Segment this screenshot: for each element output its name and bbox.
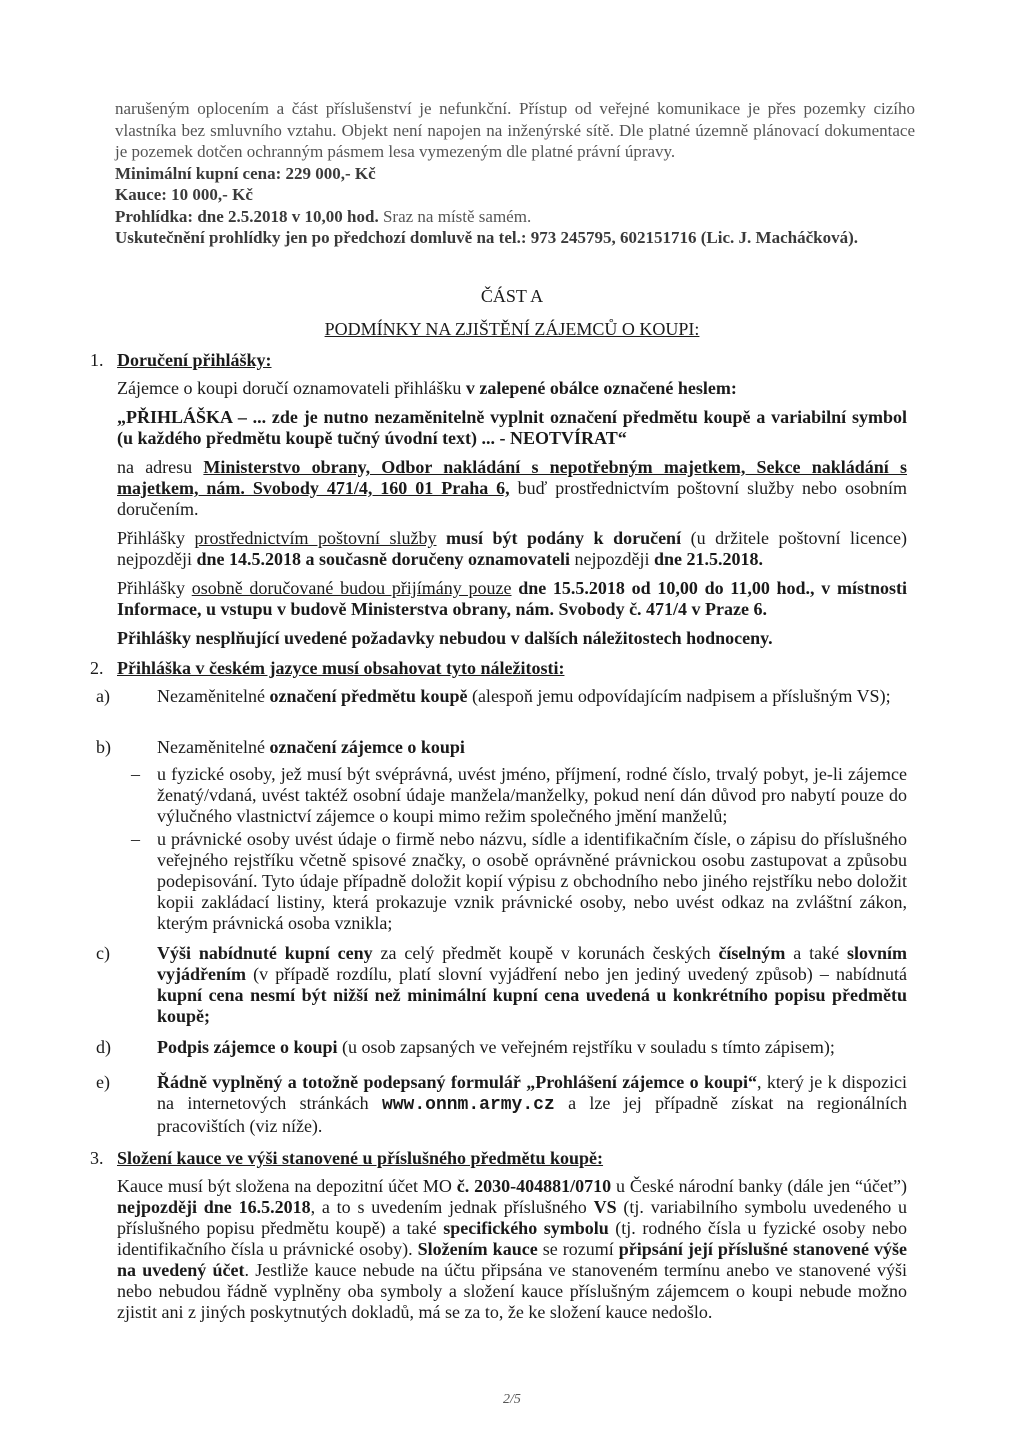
a-text-3: (alespoň jemu odpovídajícím nadpisem a příslušným VS); <box>467 686 891 706</box>
s1-paragraph-3 <box>117 457 907 520</box>
item-d-text <box>157 1037 907 1058</box>
s3-t12: připsání její příslušné stanovené výše na uvedený účet <box>117 1239 907 1280</box>
intro-paragraph: narušeným oplocením a část příslušenství je nefunkční. Přístup od veřejné komunikace je přes pozemky cizího vlastníka bez smluvního vztahu. Objekt není napojen na inženýrské sítě. Dle platné územně plánovací dokumentace je pozemek dotčen ochranným pásmem lesa vymezeným dle platné právní úpravy. <box>115 99 915 161</box>
item-a-text <box>157 686 907 707</box>
s1-p5-c: dne 15.5.2018 od 10,00 do 11,00 hod., v místnosti Informace, u vstupu v budově Ministerstva obrany, nám. Svobody č. 471/4 v Praze 6. <box>117 578 907 619</box>
section-3-title: Složení kauce ve výši stanovené u příslušného předmětu koupě: <box>117 1148 604 1168</box>
section-1-body <box>117 378 907 649</box>
c-text-7: kupní cena nesmí být nižší než minimální kupní cena uvedená u konkrétního popisu předmětu koupě; <box>157 985 907 1026</box>
c-text-2: za celý předmět koupě v korunách českých <box>372 943 719 963</box>
s1-p1-bold: v zalepené obálce označené heslem: <box>465 378 737 398</box>
s1-paragraph-2 <box>117 407 907 449</box>
intro-block <box>115 98 915 249</box>
section-2-number: 2. <box>90 658 104 678</box>
dash-2: – <box>131 829 140 849</box>
s1-paragraph-4 <box>117 528 907 570</box>
e-text-2: , který je k dispozici na internetových stránkách <box>157 1072 907 1113</box>
viewing-place: Sraz na místě samém. <box>378 206 532 226</box>
item-e-text <box>157 1072 907 1137</box>
b-text-2: označení zájemce o koupi <box>269 737 465 757</box>
s1-p6-bold: Přihlášky nesplňující uvedené požadavky nebudou v dalších náležitostech hodnoceny. <box>117 628 773 648</box>
section-3-number: 3. <box>90 1148 104 1168</box>
item-b-text <box>157 737 907 758</box>
part-subtitle: PODMÍNKY NA ZJIŠTĚNÍ ZÁJEMCŮ O KOUPI: <box>324 319 700 339</box>
d-text-1: Podpis zájemce o koupi <box>157 1037 338 1057</box>
s3-t11: se rozumí <box>537 1239 619 1259</box>
s1-paragraph-1 <box>117 378 907 399</box>
s3-t1: Kauce musí být složena na depozitní účet MO <box>117 1176 457 1196</box>
c-text-5: slovním vyjádřením <box>157 943 908 984</box>
item-a-label: a) <box>96 686 110 706</box>
b-dash-2-para: u právnické osoby uvést údaje o firmě nebo názvu, sídle a identifikačním čísle, o zápisu do příslušného veřejného rejstříku včetně spisové značky, o osobě oprávněné právnickou osobu zastupovat a způsobu podepisování. Tyto údaje případně doložit kopií výpisu z obchodního nebo jiného rejstříku nebo doložit kopii zakládací listiny, která prokazuje vznik právnické osoby, nebo uvést odkaz na zvláštní zákon, kterým právnická osoba vznikla; <box>157 829 907 933</box>
s3-vs: VS <box>593 1197 617 1217</box>
viewing-contact: Uskutečnění prohlídky jen po předchozí domluvě na tel.: 973 245795, 602151716 (Lic. J. Macháčková). <box>115 228 858 247</box>
c-text-4: a také <box>785 943 847 963</box>
a-text-1: Nezaměnitelné <box>157 686 270 706</box>
s3-t7: (tj. variabilního symbolu uvedeného u příslušného popisu předmětu koupě) a také <box>117 1197 908 1238</box>
section-1-number: 1. <box>90 350 104 370</box>
deposit-amount: Kauce: 10 000,- Kč <box>115 185 253 204</box>
s1-paragraph-6 <box>117 628 907 649</box>
item-b-label: b) <box>96 737 111 757</box>
dash-1: – <box>131 764 140 784</box>
item-d-label: d) <box>96 1037 111 1057</box>
c-text-6: (v případě rozdílu, platí slovní vyjádření nebo jen jediný uvedený způsob) – nabídnutá <box>246 964 907 984</box>
section-2-title: Přihláška v českém jazyce musí obsahovat tyto náležitosti: <box>117 658 565 678</box>
part-title: ČÁST A <box>480 286 544 306</box>
s3-deadline: nejpozději dne 16.5.2018 <box>117 1197 311 1217</box>
c-text-1: Výši nabídnuté kupní ceny <box>157 943 373 963</box>
section-1-title: Doručení přihlášky: <box>117 350 272 370</box>
s1-p4-c: musí být podány k doručení <box>436 528 682 548</box>
s3-account: č. 2030-404881/0710 <box>456 1176 612 1196</box>
viewing-line <box>115 206 915 228</box>
viewing-date: Prohlídka: dne 2.5.2018 v 10,00 hod. <box>115 206 379 226</box>
s1-p4-g: dne 21.5.2018. <box>653 549 763 569</box>
s1-p5-a: Přihlášky <box>117 578 192 598</box>
s1-paragraph-5 <box>117 578 907 620</box>
item-c-label: c) <box>96 943 110 963</box>
e-text-4: a lze jej případně získat na regionálních pracovištích (viz níže). <box>157 1093 908 1136</box>
b-dash-1-para: u fyzické osoby, jež musí být svéprávná, uvést jméno, příjmení, rodné číslo, trvalý pobyt, je-li zájemce ženatý/vdaná, uvést taktéž osobní údaje manžela/manželky, pokud není dán důvod pro nabytí pouze do výlučného vlastnictví zájemce o koupi mimo režim společného jmění manželů; <box>157 764 907 826</box>
item-c-text <box>157 943 907 1027</box>
s1-p4-b: prostřednictvím poštovní služby <box>194 528 437 548</box>
section-3-body <box>117 1176 907 1323</box>
b-dash-1-text <box>157 764 907 827</box>
s1-p4-e: dne 14.5.2018 a současně doručeny oznamovateli <box>196 549 570 569</box>
s3-t9: (tj. rodného čísla u fyzické osoby nebo identifikačního čísla u právnické osoby). <box>117 1218 908 1259</box>
website-link[interactable]: www.onnm.army.cz <box>381 1095 555 1115</box>
s1-p3-rest: buď prostřednictvím poštovní služby nebo osobním doručením. <box>117 478 907 519</box>
s1-p4-a: Přihlášky <box>117 528 195 548</box>
b-dash-2-text <box>157 829 907 934</box>
c-text-3: číselným <box>718 943 786 963</box>
s1-p1-text: Zájemce o koupi doručí oznamovateli přihlášku <box>117 378 466 398</box>
b-text-1: Nezaměnitelné <box>157 737 270 757</box>
e-text-1: Řádně vyplněný a totožně podepsaný formulář „Prohlášení zájemce o koupi“ <box>157 1072 758 1092</box>
s3-t3: u České národní banky (dále jen “účet”) <box>611 1176 907 1196</box>
s1-p2-bold: „PŘIHLÁŠKA – ... zde je nutno nezaměnitelně vyplnit označení předmětu koupě a variabilní symbol (u každého předmětu koupě tučný úvodní text) ... - NEOTVÍRAT“ <box>117 407 907 448</box>
s3-specific-symbol: specifického symbolu <box>443 1218 609 1238</box>
s1-p4-d: (u držitele poštovní licence) nejpozději <box>117 528 908 569</box>
s1-p3-text: na adresu <box>117 457 204 477</box>
s1-p3-address: Ministerstvo obrany, Odbor nakládání s nepotřebným majetkem, Sekce nakládání s majetkem, nám. Svobody 471/4, 160 01 Praha 6, <box>117 457 907 498</box>
a-text-2: označení předmětu koupě <box>269 686 468 706</box>
s3-t10: Složením kauce <box>417 1239 538 1259</box>
s3-t5: , a to s uvedením jednak příslušného <box>310 1197 594 1217</box>
item-e-label: e) <box>96 1072 110 1092</box>
s3-t13: . Jestliže kauce nebude na účtu připsána ve stanoveném termínu anebo ve stanovené výši nebo nebudou řádně vyplněny oba symboly a složení kauce příslušným zájemcem o koupi nebude možno zjistit ani z jiných poskytnutých dokladů, má se za to, že ke složení kauce nedošlo. <box>117 1260 907 1322</box>
s1-p4-f: nejpozději <box>569 549 654 569</box>
s1-p5-b: osobně doručované budou přijímány pouze <box>191 578 512 598</box>
page-number: 2/5 <box>503 1392 521 1407</box>
d-text-2: (u osob zapsaných ve veřejném rejstříku v souladu s tímto zápisem); <box>337 1037 835 1057</box>
min-price: Minimální kupní cena: 229 000,- Kč <box>115 163 376 183</box>
